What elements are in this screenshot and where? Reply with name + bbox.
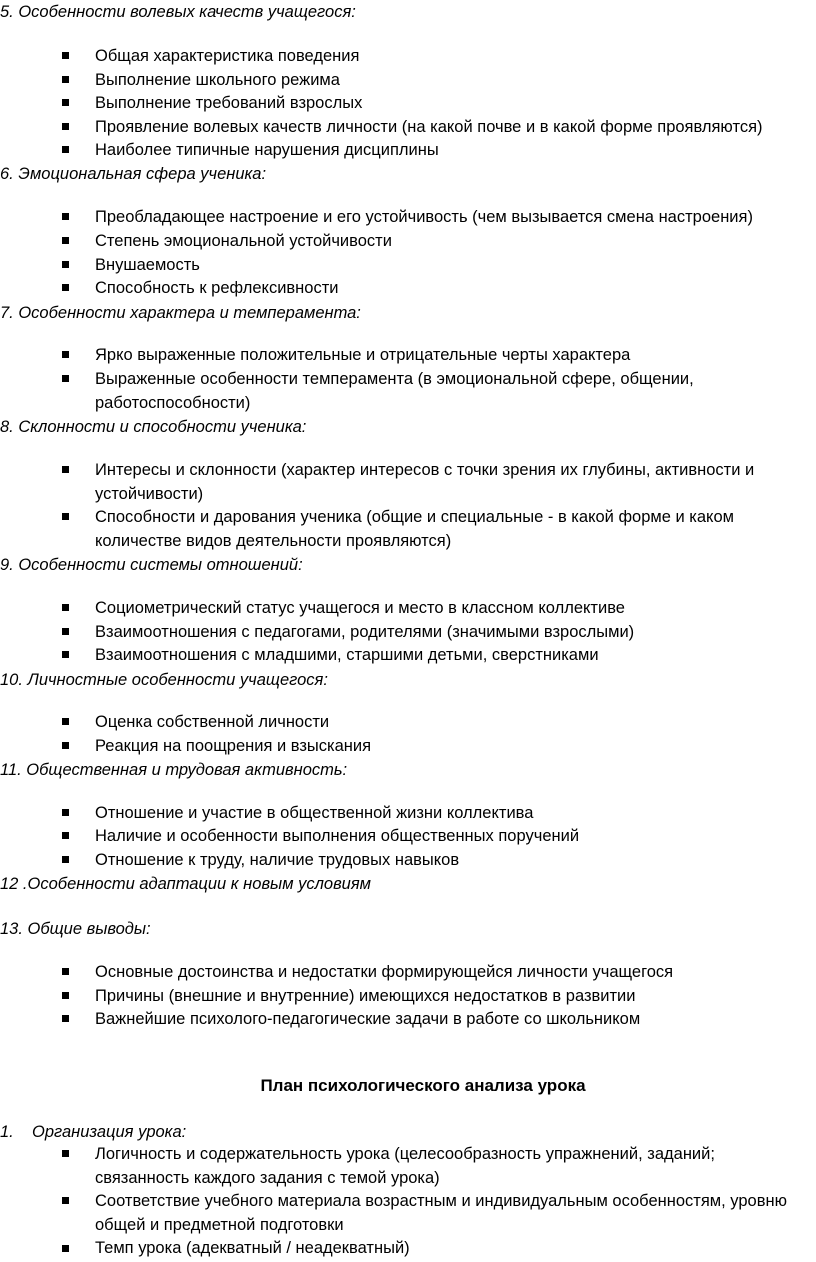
list-item: Ярко выраженные положительные и отрицательные черты характера xyxy=(95,346,631,364)
list-item: Реакция на поощрения и взыскания xyxy=(95,737,372,755)
bullet-icon xyxy=(62,832,69,839)
section-heading-5: 5. Особенности волевых качеств учащегося: xyxy=(0,3,356,21)
bullet-icon xyxy=(62,718,69,725)
list-item: Взаимоотношения с младшими, старшими детьми, сверстниками xyxy=(95,646,599,664)
list-item: Наличие и особенности выполнения общественных поручений xyxy=(95,827,580,845)
bullet-icon xyxy=(62,1015,69,1022)
bullet-icon xyxy=(62,261,69,268)
list-item: Темп урока (адекватный / неадекватный) xyxy=(95,1239,410,1257)
list-item: Выполнение школьного режима xyxy=(95,71,340,89)
list-item: Выполнение требований взрослых xyxy=(95,94,363,112)
plan-title: План психологического анализа урока xyxy=(260,1076,586,1095)
section-heading-6: 6. Эмоциональная сфера ученика: xyxy=(0,165,267,183)
list-item: Отношение и участие в общественной жизни коллектива xyxy=(95,804,534,822)
bullet-icon xyxy=(62,856,69,863)
bullet-icon xyxy=(62,651,69,658)
section-heading-10: 10. Личностные особенности учащегося: xyxy=(0,671,328,689)
bullet-icon xyxy=(62,466,69,473)
list-item: Наиболее типичные нарушения дисциплины xyxy=(95,141,439,159)
bullet-icon xyxy=(62,213,69,220)
bullet-icon xyxy=(62,992,69,999)
list-item: Способность к рефлексивности xyxy=(95,279,339,297)
plan-section-title: Организация урока: xyxy=(32,1123,187,1141)
section-heading-9: 9. Особенности системы отношений: xyxy=(0,556,303,574)
bullet-icon xyxy=(62,1197,69,1204)
section-heading-8: 8. Склонности и способности ученика: xyxy=(0,418,307,436)
bullet-icon xyxy=(62,52,69,59)
bullet-icon xyxy=(62,513,69,520)
bullet-icon xyxy=(62,1245,69,1252)
section-heading-7: 7. Особенности характера и темперамента: xyxy=(0,304,361,322)
list-item: Взаимоотношения с педагогами, родителями (значимыми взрослыми) xyxy=(95,623,635,641)
bullet-icon xyxy=(62,76,69,83)
list-item: Важнейшие психолого-педагогические задачи в работе со школьником xyxy=(95,1010,641,1028)
bullet-icon xyxy=(62,809,69,816)
bullet-icon xyxy=(62,123,69,130)
bullet-icon xyxy=(62,968,69,975)
section-heading-12: 12 .Особенности адаптации к новым условиям xyxy=(0,875,371,893)
bullet-icon xyxy=(62,628,69,635)
plan-section-number: 1. xyxy=(0,1123,14,1141)
list-item: Логичность и содержательность урока (целесообразность упражнений, заданий; связанность каждого задания с темой урока) xyxy=(95,1145,715,1187)
list-item: Внушаемость xyxy=(95,256,200,274)
bullet-icon xyxy=(62,1150,69,1157)
list-item: Преобладающее настроение и его устойчивость (чем вызывается смена настроения) xyxy=(95,208,753,226)
plan-section-heading xyxy=(0,1121,186,1144)
list-item: Отношение к труду, наличие трудовых навыков xyxy=(95,851,460,869)
list-item: Основные достоинства и недостатки формирующейся личности учащегося xyxy=(95,963,674,981)
list-item: Оценка собственной личности xyxy=(95,713,330,731)
list-item: Способности и дарования ученика (общие и специальные - в какой форме и каком количестве видов деятельности проявляются) xyxy=(95,508,734,550)
bullet-icon xyxy=(62,99,69,106)
bullet-icon xyxy=(62,351,69,358)
bullet-icon xyxy=(62,284,69,291)
bullet-icon xyxy=(62,237,69,244)
bullet-icon xyxy=(62,604,69,611)
list-item: Общая характеристика поведения xyxy=(95,47,360,65)
list-item: Причины (внешние и внутренние) имеющихся недостатков в развитии xyxy=(95,987,636,1005)
list-item: Соответствие учебного материала возрастным и индивидуальным особенностям, уровню общей и предметной подготовки xyxy=(95,1192,787,1234)
list-item: Проявление волевых качеств личности (на какой почве и в какой форме проявляются) xyxy=(95,118,763,136)
list-item: Социометрический статус учащегося и место в классном коллективе xyxy=(95,599,625,617)
list-item: Интересы и склонности (характер интересов с точки зрения их глубины, активности и устойчивости) xyxy=(95,461,755,503)
bullet-icon xyxy=(62,146,69,153)
section-heading-11: 11. Общественная и трудовая активность: xyxy=(0,761,348,779)
bullet-icon xyxy=(62,742,69,749)
list-item: Выраженные особенности темперамента (в эмоциональной сфере, общении, работоспособности) xyxy=(95,370,694,412)
section-heading-13: 13. Общие выводы: xyxy=(0,920,151,938)
bullet-icon xyxy=(62,375,69,382)
list-item: Степень эмоциональной устойчивости xyxy=(95,232,392,250)
